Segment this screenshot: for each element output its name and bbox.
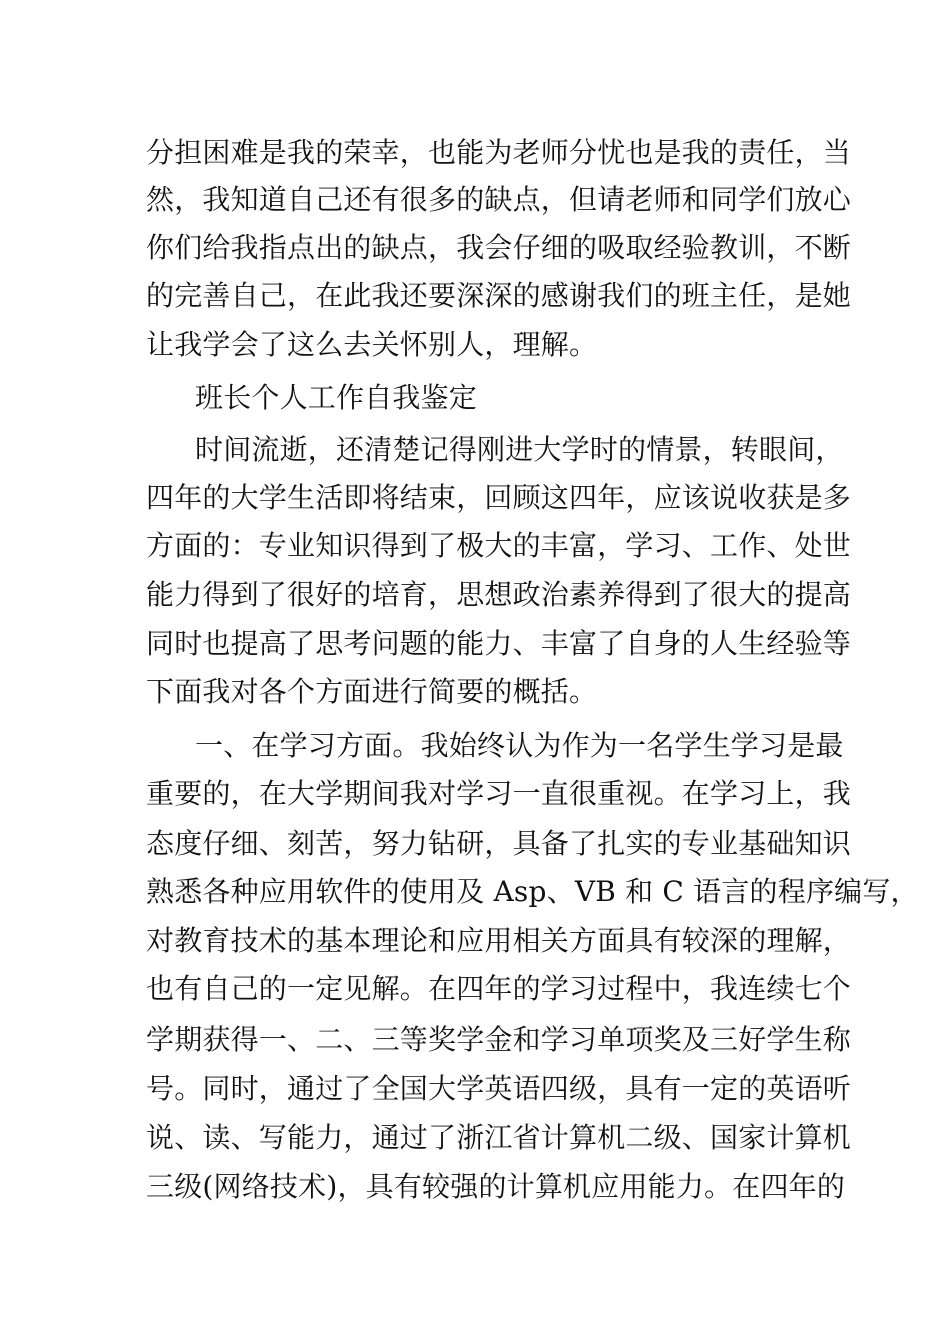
paragraph-line: 同时也提高了思考问题的能力、丰富了自身的人生经验等 [146,627,852,660]
paragraph-line: 下面我对各个方面进行简要的概括。 [146,675,598,708]
paragraph-line: 学期获得一、二、三等奖学金和学习单项奖及三好学生称 [146,1023,852,1056]
paragraph-line: 对教育技术的基本理论和应用相关方面具有较深的理解， [146,924,852,957]
paragraph-line: 态度仔细、刻苦，努力钻研，具备了扎实的专业基础知识 [146,827,852,860]
paragraph-line: 也有自己的一定见解。在四年的学习过程中，我连续七个 [146,972,852,1005]
paragraph-line: 三级(网络技术)，具有较强的计算机应用能力。在四年的 [146,1170,846,1203]
paragraph-line: 方面的：专业知识得到了极大的丰富，学习、工作、处世 [146,529,852,562]
paragraph-line: 一、在学习方面。我始终认为作为一名学生学习是最 [195,729,844,762]
paragraph-line: 说、读、写能力，通过了浙江省计算机二级、国家计算机 [146,1121,852,1154]
paragraph-line: 的完善自己，在此我还要深深的感谢我们的班主任，是她 [146,279,852,312]
paragraph-line: 时间流逝，还清楚记得刚进大学时的情景，转眼间， [195,433,844,466]
paragraph-line: 熟悉各种应用软件的使用及 Asp、VB 和 C 语言的程序编写， [146,875,919,908]
paragraph-line: 让我学会了这么去关怀别人，理解。 [146,328,598,361]
paragraph-line: 四年的大学生活即将结束，回顾这四年，应该说收获是多 [146,481,852,514]
paragraph-line: 重要的，在大学期间我对学习一直很重视。在学习上，我 [146,777,852,810]
paragraph-line: 能力得到了很好的培育，思想政治素养得到了很大的提高 [146,578,852,611]
paragraph-line: 你们给我指点出的缺点，我会仔细的吸取经验教训，不断 [146,231,852,264]
paragraph-line: 然，我知道自己还有很多的缺点，但请老师和同学们放心 [146,183,852,216]
section-heading: 班长个人工作自我鉴定 [195,381,478,414]
paragraph-line: 号。同时，通过了全国大学英语四级，具有一定的英语听 [146,1072,852,1105]
paragraph-line: 分担困难是我的荣幸，也能为老师分忧也是我的责任，当 [146,136,852,169]
